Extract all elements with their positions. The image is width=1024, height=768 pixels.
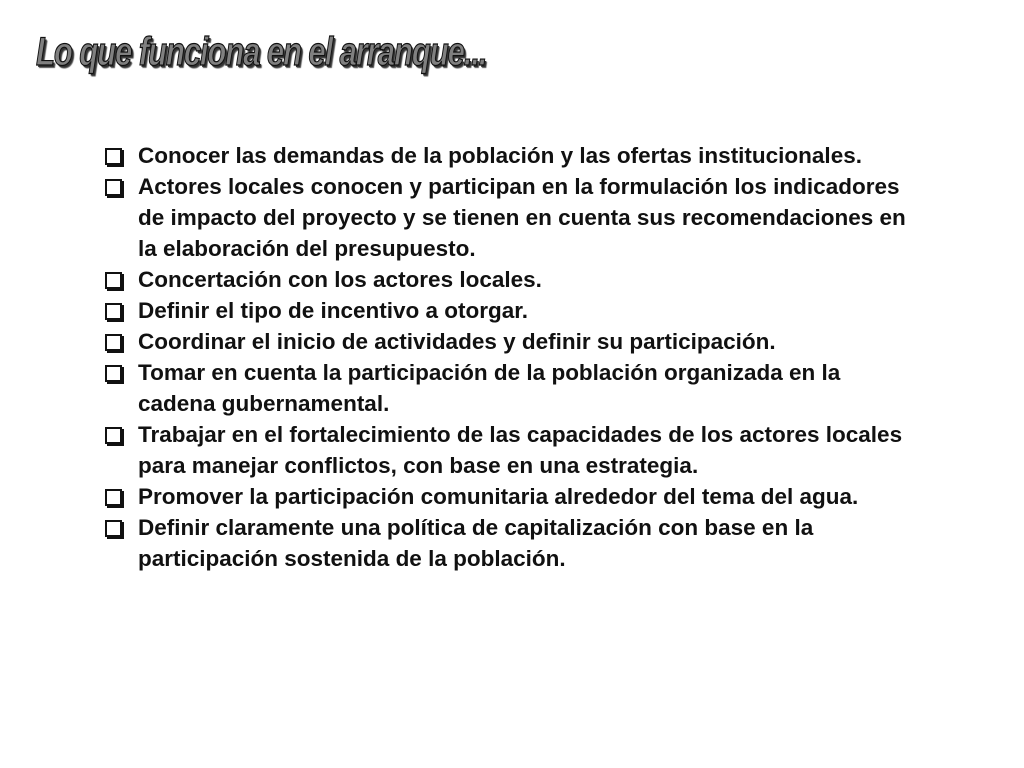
- bullet-text: Actores locales conocen y participan en la formulación los indicadores de impacto del proyecto y se tienen en cuenta sus recomendaciones en la elaboración del presupuesto.: [138, 174, 906, 261]
- bullet-text: Trabajar en el fortalecimiento de las capacidades de los actores locales para manejar conflictos, con base en una estrategia.: [138, 422, 903, 478]
- checkbox-square-icon: [105, 427, 122, 444]
- checkbox-square-icon: [105, 365, 122, 382]
- bullet-list: [103, 140, 923, 574]
- bullet-text: Conocer las demandas de la población y las ofertas institucionales.: [138, 143, 862, 168]
- checkbox-square-icon: [105, 489, 122, 506]
- checkbox-square-icon: [105, 303, 122, 320]
- checkbox-square-icon: [105, 520, 122, 537]
- bullet-text: Definir claramente una política de capitalización con base en la participación sostenida de la población.: [138, 515, 814, 571]
- bullet-item: [103, 171, 923, 264]
- bullet-text: Tomar en cuenta la participación de la población organizada en la cadena gubernamental.: [138, 360, 841, 416]
- bullet-item: [103, 419, 923, 481]
- checkbox-square-icon: [105, 272, 122, 289]
- bullet-item: [103, 512, 923, 574]
- bullet-item: [103, 264, 923, 295]
- bullet-text: Coordinar el inicio de actividades y definir su participación.: [138, 329, 776, 354]
- bullet-text: Definir el tipo de incentivo a otorgar.: [138, 298, 529, 323]
- bullet-item: [103, 357, 923, 419]
- bullet-item: [103, 326, 923, 357]
- checkbox-square-icon: [105, 334, 122, 351]
- checkbox-square-icon: [105, 148, 122, 165]
- slide-title: Lo que funciona en el arranque...: [36, 30, 487, 74]
- bullet-item: [103, 295, 923, 326]
- bullet-text: Promover la participación comunitaria alrededor del tema del agua.: [138, 484, 859, 509]
- bullet-item: [103, 481, 923, 512]
- bullet-item: [103, 140, 923, 171]
- bullet-text: Concertación con los actores locales.: [138, 267, 542, 292]
- checkbox-square-icon: [105, 179, 122, 196]
